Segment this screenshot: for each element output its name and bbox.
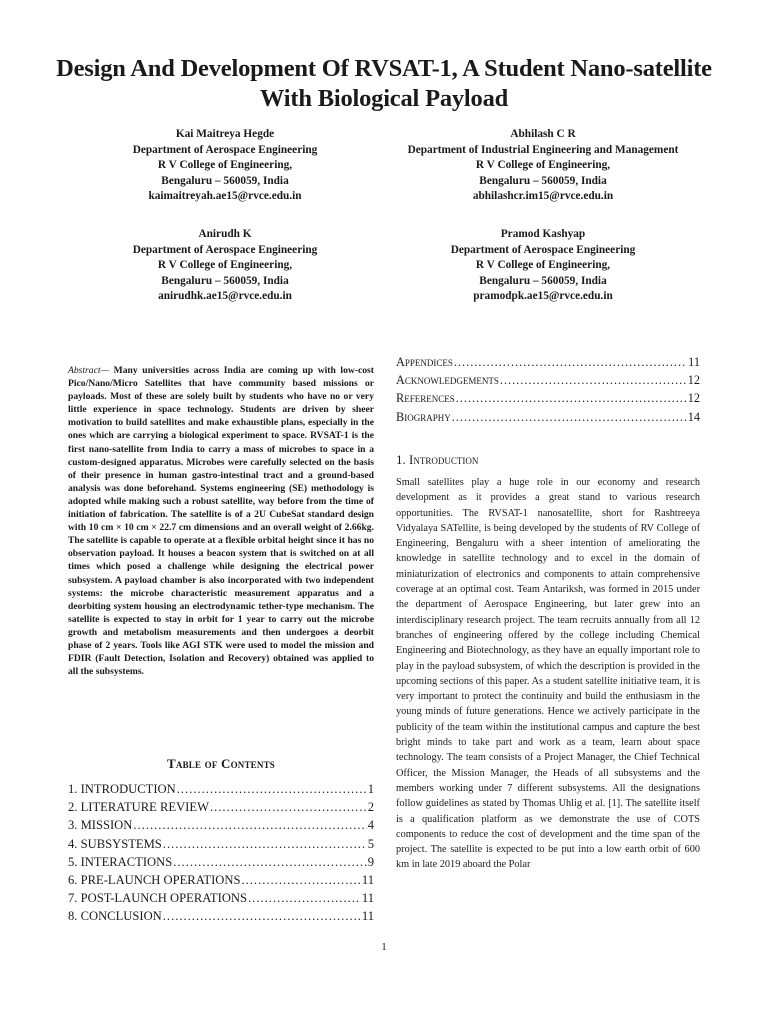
toc-entry[interactable]	[68, 907, 374, 925]
toc-leader	[163, 835, 367, 853]
author-email[interactable]: anirudhk.ae15@rvce.edu.in	[158, 290, 292, 302]
paper-title: Design And Development Of RVSAT-1, A Student Nano-satellite With Biological Payload	[56, 55, 712, 112]
toc-entry-page: 4	[367, 818, 374, 833]
author-college: R V College of Engineering,	[157, 259, 293, 271]
toc-entry[interactable]	[68, 871, 374, 889]
toc-entry[interactable]	[68, 816, 374, 834]
toc-entry-page: 1	[367, 782, 374, 796]
author-department: Department of Aerospace Engineering	[132, 143, 318, 156]
author-name: Kai Maitreya Hegde	[175, 128, 275, 140]
abstract-label: Abstract—	[68, 365, 110, 376]
toc-entry-page: 12	[687, 373, 700, 388]
toc-leader	[163, 907, 361, 925]
toc-entry[interactable]	[68, 853, 374, 871]
toc-entry[interactable]	[396, 408, 700, 426]
abstract	[68, 364, 374, 678]
toc-leader	[454, 353, 687, 371]
toc-entry-label: 6. PRE-LAUNCH OPERATIONS	[68, 873, 241, 888]
toc-leader	[177, 780, 367, 798]
author-college: R V College of Engineering,	[475, 259, 611, 271]
table-of-contents	[68, 780, 374, 926]
page-number: 1	[381, 941, 387, 953]
toc-entry-label: 4. SUBSYSTEMS	[68, 836, 162, 851]
toc-entry-label: Acknowledgements	[396, 373, 499, 388]
author-department: Department of Aerospace Engineering	[450, 243, 636, 256]
toc-continued	[396, 353, 700, 426]
toc-entry-label: 7. POST-LAUNCH OPERATIONS	[68, 891, 248, 906]
toc-leader	[241, 871, 360, 889]
toc-leader	[133, 816, 366, 834]
author-city: Bengaluru – 560059, India	[161, 174, 289, 187]
section-heading: 1. Introduction	[396, 452, 479, 467]
author-college: R V College of Engineering,	[157, 159, 293, 171]
toc-entry-page: 14	[687, 409, 700, 424]
toc-entry[interactable]	[68, 780, 374, 798]
toc-entry-page: 11	[361, 873, 374, 888]
toc-entry[interactable]	[396, 353, 700, 371]
toc-entry[interactable]	[68, 835, 374, 853]
toc-entry-label: 3. MISSION	[68, 818, 133, 833]
toc-leader	[452, 408, 687, 426]
author-block	[60, 127, 390, 205]
author-block	[380, 227, 706, 305]
toc-entry[interactable]	[68, 798, 374, 816]
author-city: Bengaluru – 560059, India	[479, 274, 607, 287]
toc-entry-page: 11	[688, 355, 700, 369]
toc-entry[interactable]	[396, 371, 700, 389]
toc-entry[interactable]	[68, 889, 374, 907]
author-city: Bengaluru – 560059, India	[479, 174, 607, 187]
abstract-text: Many universities across India are coming up with low-cost Pico/Nano/Micro Satellites that have community based missions or payloads. Most of these are solely built by students who have no or very little experience in space technology. Students are driven by sheer motivation to build satellites and make exhaustible plans, especially in the ones which are carrying a biological experiment to space. RVSAT-1 is the first nano-satellite from India to carry a mass of microbes to space in a custom-designed apparatus. Microbes were carefully selected on the basis of their presence in human gastro-intestinal tract and a ground-based analysis was done beforehand. Systems engineering (SE) methodology is adopted while making such a robust satellite, way before from the time of initiation of fabrication. The satellite is of a 2U CubeSat standard design with 10 cm × 10 cm × 22.7 cm dimensions and an overall weight of 2.66kg. The satellite is capable to operate at a flexible orbital height since it has no observation payload. It houses a beacon system that is switched on at all times which posed a challenge while designing the electrical power subsystem. A payload chamber is also incorporated with two independent systems: the microbe characteristic measurement apparatus and a deorbiting system housing an electrodynamic tether-type mechanism. The satellite is expected to stay in orbit for 1 year to carry out the microbe growth and metabolism measurements and then undergoes a deorbit phase of 2 years. Tools like AGI STK were used to model the mission and FDIR (Fault Detection, Isolation and Recovery) obtained was applied to all the subsystems.	[68, 365, 374, 678]
author-email[interactable]: kaimaitreyah.ae15@rvce.edu.in	[148, 190, 302, 202]
toc-entry-label: 8. CONCLUSION	[68, 909, 162, 924]
toc-entry-label: Appendices	[396, 355, 453, 369]
introduction-text: Small satellites play a huge role in our economy and research development as it provides a great stand to various research opportunities. The RVSAT-1 nanosatellite, short for Rashtreeya Vidyalaya SATellite, is being developed by the students of RV College of Engineering, Bengaluru with a sheer intention of ameliorating the knowledge in satellite technology and to excel in the domain of miniaturization of electronics and components to attain comprehensive coverage at an optimal cost. Team Antariksh, was formed in 2015 under the department of Aerospace Engineering, but later grew into an interdisciplinary research project. The team recruits annually from all 12 branches of engineering offered by the college including Chemical Engineering and Biotechnology, as they have an equally important role to play in the payload subsystem, of which the description is provided in the upcoming sections of this paper. As a student satellite initiative team, it is very important to protect the continuity and build the enthusiasm in the young minds of future generations. Hence we actively participate in the publicity of the team within the institutional campus and capture the best bright minds to take part and work as a team, learn about space technology. The team consists of a Project Manager, the Chief Technical Officer, the Mission Manager, the Heads of all subsystems and the members working under 7 different subsystems. All the designations follow guidelines as stated by Thomas Uhlig et al. [1]. The satellite itself is a qualification platform as we demonstrate the use of COTS components to reduce the cost of development and the time span of the project. The satellite is expected to be put into a low earth orbit of 600 km in late 2019 aboard the Polar	[396, 477, 700, 871]
toc-leader	[173, 853, 366, 871]
toc-entry-label: Biography	[396, 409, 451, 424]
author-college: R V College of Engineering,	[475, 159, 611, 171]
toc-leader	[456, 389, 687, 407]
author-department: Department of Aerospace Engineering	[132, 243, 318, 256]
toc-entry-page: 12	[687, 391, 700, 406]
toc-entry-label: 5. INTERACTIONS	[68, 854, 173, 869]
author-department: Department of Industrial Engineering and Management	[407, 143, 679, 156]
toc-entry[interactable]	[396, 389, 700, 407]
toc-entry-page: 11	[361, 891, 374, 906]
toc-entry-page: 2	[367, 800, 374, 815]
author-city: Bengaluru – 560059, India	[161, 274, 289, 287]
toc-entry-page: 9	[367, 854, 374, 869]
author-name: Pramod Kashyap	[500, 228, 586, 240]
author-email[interactable]: abhilashcr.im15@rvce.edu.in	[472, 190, 614, 202]
toc-entry-page: 11	[361, 909, 374, 924]
author-name: Anirudh K	[198, 228, 252, 240]
toc-leader	[500, 371, 687, 389]
toc-entry-label: 2. LITERATURE REVIEW	[68, 800, 209, 815]
toc-title: Table of Contents	[167, 756, 275, 771]
toc-leader	[210, 798, 367, 816]
author-block	[380, 127, 706, 205]
toc-leader	[248, 889, 361, 907]
author-block	[60, 227, 390, 305]
toc-entry-page: 5	[367, 836, 374, 851]
toc-entry-label: 1. INTRODUCTION	[68, 782, 176, 796]
author-name: Abhilash C R	[510, 128, 576, 140]
author-email[interactable]: pramodpk.ae15@rvce.edu.in	[473, 290, 613, 302]
toc-entry-label: References	[396, 391, 455, 406]
